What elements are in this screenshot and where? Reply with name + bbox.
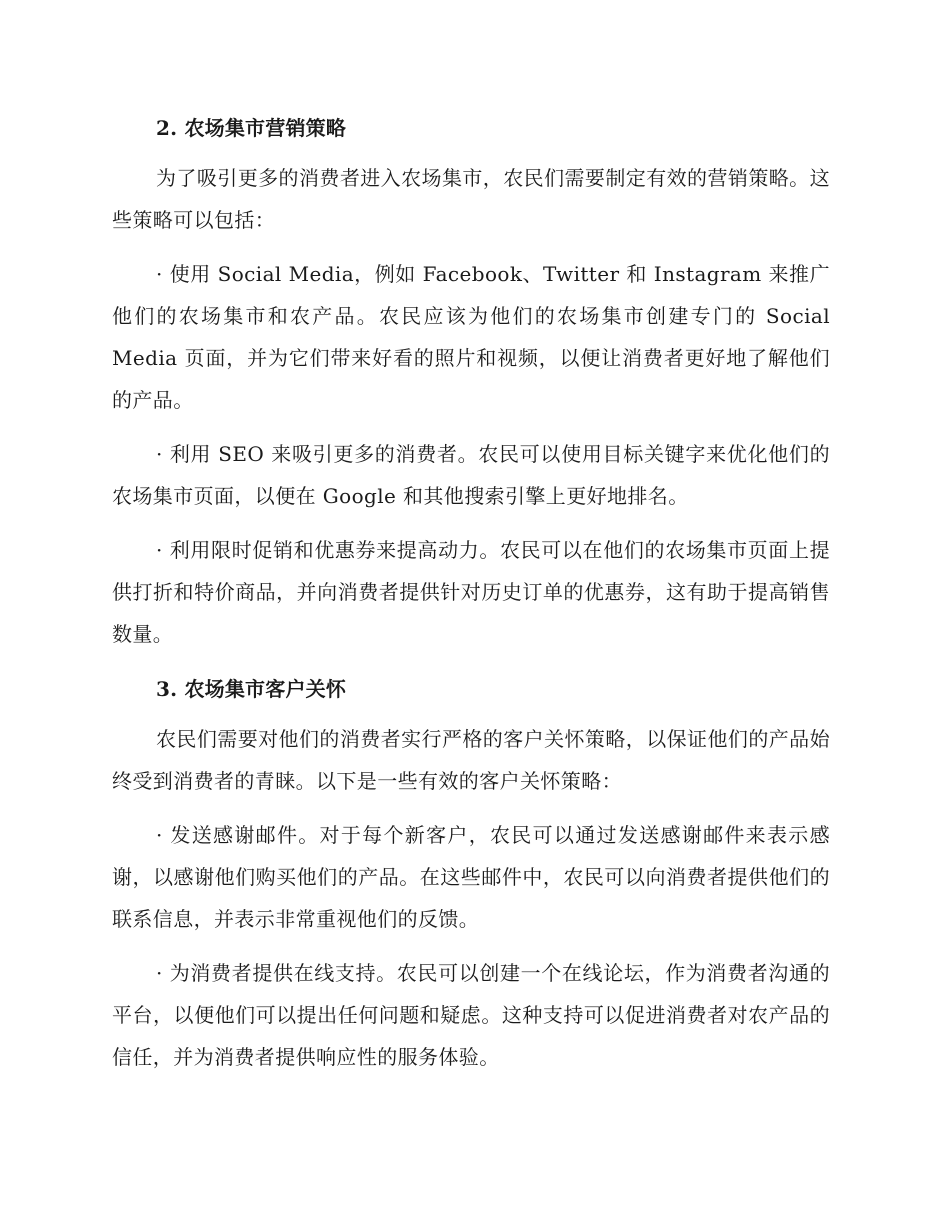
section-intro-customer-care: 农民们需要对他们的消费者实行严格的客户关怀策略，以保证他们的产品始终受到消费者的青睐。以下是一些有效的客户关怀策略： xyxy=(112,727,830,793)
bullet-promotions: · 利用限时促销和优惠券来提高动力。农民可以在他们的农场集市页面上提供打折和特价商品，并向消费者提供针对历史订单的优惠券，这有助于提高销售数量。 xyxy=(112,538,830,646)
bullet-seo: · 利用 SEO 来吸引更多的消费者。农民可以使用目标关键字来优化他们的农场集市页面，以便在 Google 和其他搜索引擎上更好地排名。 xyxy=(112,442,830,508)
page-content xyxy=(112,110,830,1078)
bullet-thank-you-email: · 发送感谢邮件。对于每个新客户，农民可以通过发送感谢邮件来表示感谢，以感谢他们购买他们的产品。在这些邮件中，农民可以向消费者提供他们的联系信息，并表示非常重视他们的反馈。 xyxy=(112,823,830,931)
bullet-social-media: · 使用 Social Media，例如 Facebook、Twitter 和 Instagram 来推广他们的农场集市和农产品。农民应该为他们的农场集市创建专门的 Social Media 页面，并为它们带来好看的照片和视频，以便让消费者更好地了解他们的产品。 xyxy=(112,262,830,412)
bullet-online-support: · 为消费者提供在线支持。农民可以创建一个在线论坛，作为消费者沟通的平台，以便他们可以提出任何问题和疑虑。这种支持可以促进消费者对农产品的信任，并为消费者提供响应性的服务体验。 xyxy=(112,961,830,1069)
section-heading-marketing: 2. 农场集市营销策略 xyxy=(156,116,347,140)
section-heading-customer-care: 3. 农场集市客户关怀 xyxy=(156,677,347,701)
section-intro-marketing: 为了吸引更多的消费者进入农场集市，农民们需要制定有效的营销策略。这些策略可以包括： xyxy=(112,166,830,232)
